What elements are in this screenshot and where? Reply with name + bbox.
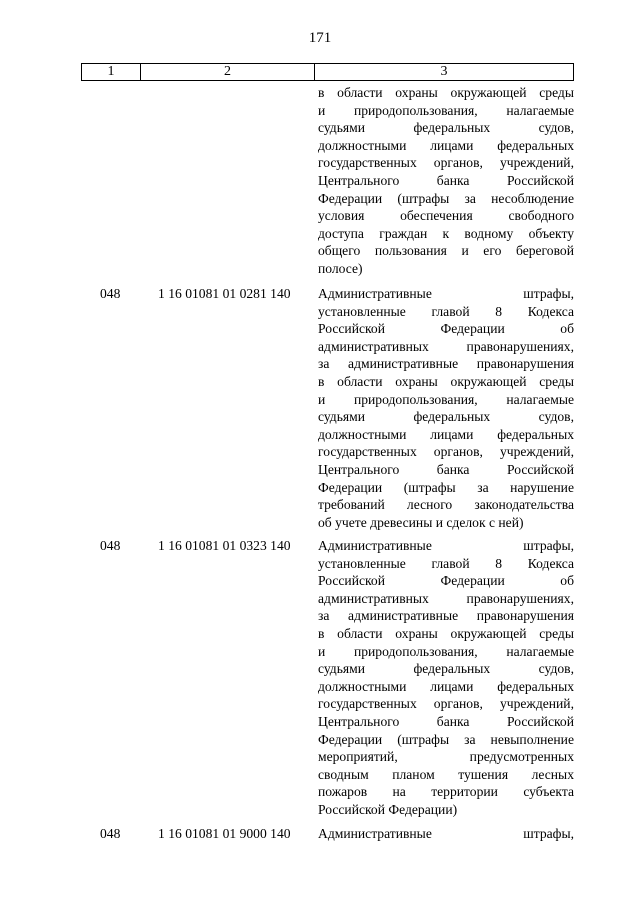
table-header-col-3: 3: [440, 64, 448, 79]
page-number: 171: [308, 30, 332, 46]
description-line: в области охраны окружающей среды: [318, 373, 574, 389]
description-line: об учете древесины и сделок с ней): [318, 514, 524, 530]
description-line: судьями федеральных судов,: [318, 409, 574, 425]
description-line: государственных органов, учреждений,: [318, 696, 574, 712]
table-header-col-1: 1: [82, 64, 141, 80]
description-line: в области охраны окружающей среды: [318, 85, 574, 100]
description-line: мероприятий, предусмотренных: [318, 749, 574, 765]
row-2-code: 048: [100, 538, 121, 553]
description-line: государственных органов, учреждений,: [318, 155, 574, 171]
description-line: Административные штрафы,: [318, 538, 574, 553]
continuation-text: [318, 84, 574, 278]
row-3-description: [318, 825, 574, 843]
row-1-kbk: 1 16 01081 01 0281 140: [158, 286, 291, 301]
description-line: установленные главой 8 Кодекса: [318, 303, 574, 319]
description-line: в области охраны окружающей среды: [318, 625, 574, 641]
description-line: судьями федеральных судов,: [318, 661, 574, 677]
description-line: должностными лицами федеральных: [318, 137, 574, 153]
description-line: Центрального банка Российской: [318, 461, 574, 477]
row-1-description: [318, 285, 574, 531]
description-line: Административные штрафы,: [318, 286, 574, 301]
description-line: Центрального банка Российской: [318, 172, 574, 188]
description-line: Федерации (штрафы за несоблюдение: [318, 190, 574, 206]
description-line: условия обеспечения свободного: [318, 208, 574, 224]
description-line: полосе): [318, 260, 363, 276]
description-line: Центрального банка Российской: [318, 713, 574, 729]
description-line: Российской Федерации об: [318, 573, 574, 589]
description-line: за административные правонарушения: [318, 608, 574, 624]
description-line: и природопользования, налагаемые: [318, 643, 574, 659]
description-line: требований лесного законодательства: [318, 497, 574, 513]
row-2-description: [318, 537, 574, 819]
description-line: судьями федеральных судов,: [318, 120, 574, 136]
description-line: Российской Федерации): [318, 801, 458, 817]
description-line: за административные правонарушения: [318, 356, 574, 372]
description-line: доступа граждан к водному объекту: [318, 225, 574, 241]
description-line: сводным планом тушения лесных: [318, 766, 574, 782]
row-3-code: 048: [100, 826, 121, 841]
table-header: [81, 63, 574, 81]
description-line: административных правонарушениях,: [318, 338, 574, 354]
row-3-kbk: 1 16 01081 01 9000 140: [158, 826, 291, 841]
description-line: Российской Федерации об: [318, 321, 574, 337]
description-line: Федерации (штрафы за нарушение: [318, 479, 574, 495]
description-line: и природопользования, налагаемые: [318, 391, 574, 407]
description-line: должностными лицами федеральных: [318, 426, 574, 442]
description-line: Федерации (штрафы за невыполнение: [318, 731, 574, 747]
row-2-kbk: 1 16 01081 01 0323 140: [158, 538, 291, 553]
table-header-col-2: 2: [141, 64, 315, 80]
description-line: государственных органов, учреждений,: [318, 444, 574, 460]
description-line: административных правонарушениях,: [318, 590, 574, 606]
description-line: и природопользования, налагаемые: [318, 102, 574, 118]
row-1-code: 048: [100, 286, 121, 301]
description-line: должностными лицами федеральных: [318, 678, 574, 694]
description-line: установленные главой 8 Кодекса: [318, 555, 574, 571]
description-line: общего пользования и его береговой: [318, 243, 574, 259]
description-line: пожаров на территории субъекта: [318, 784, 574, 800]
description-line: Административные штрафы,: [318, 826, 574, 841]
